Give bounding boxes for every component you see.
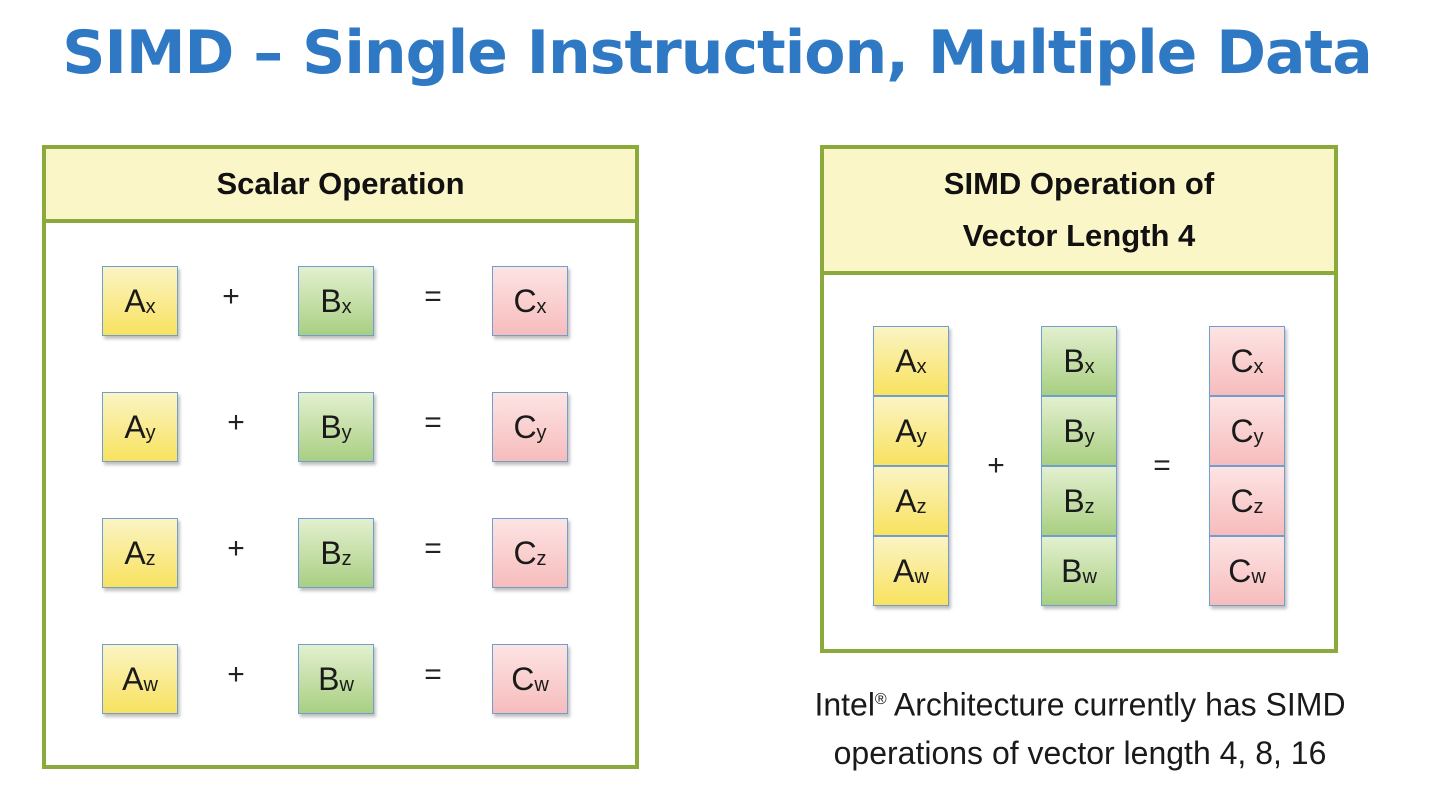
cell-subscript: z: [145, 547, 156, 570]
cell-letter: A: [893, 552, 915, 589]
scalar-panel-title: Scalar Operation: [216, 166, 465, 201]
simd-b-z-cell: [1041, 466, 1117, 536]
scalar-b-z-cell: [298, 518, 374, 588]
plus-sign: +: [222, 280, 240, 313]
cell-subscript: y: [916, 425, 927, 448]
cell-subscript: x: [341, 295, 352, 318]
cell-subscript: w: [1082, 565, 1097, 588]
simd-c-y-cell: [1209, 396, 1285, 466]
scalar-c-z-cell: [492, 518, 568, 588]
plus-sign: +: [227, 406, 245, 439]
scalar-a-x-cell: [102, 266, 178, 336]
cell-subscript: z: [536, 547, 547, 570]
cell-subscript: y: [1084, 425, 1095, 448]
equals-sign: =: [424, 406, 442, 439]
cell-subscript: w: [1251, 565, 1266, 588]
cell-letter: A: [124, 408, 146, 445]
note-line-1-text: Architecture currently has SIMD: [886, 686, 1346, 723]
page-title: SIMD – Single Instruction, Multiple Data: [62, 18, 1372, 88]
cell-letter: C: [1230, 482, 1254, 519]
simd-a-x-cell: [873, 326, 949, 396]
cell-letter: A: [895, 342, 917, 379]
cell-subscript: w: [914, 565, 929, 588]
cell-subscript: w: [534, 673, 549, 696]
cell-letter: C: [1230, 412, 1254, 449]
simd-b-w-cell: [1041, 536, 1117, 606]
simd-b-y-cell: [1041, 396, 1117, 466]
scalar-a-y-cell: [102, 392, 178, 462]
simd-c-w-cell: [1209, 536, 1285, 606]
equals-sign: =: [424, 532, 442, 565]
cell-subscript: w: [143, 673, 158, 696]
plus-sign: +: [987, 449, 1005, 482]
cell-subscript: x: [536, 295, 547, 318]
cell-subscript: y: [341, 421, 352, 444]
simd-c-x-cell: [1209, 326, 1285, 396]
note-line-1: [730, 676, 1430, 729]
scalar-c-x-cell: [492, 266, 568, 336]
equals-sign: =: [1153, 449, 1171, 482]
cell-subscript: z: [341, 547, 352, 570]
cell-subscript: x: [916, 355, 927, 378]
cell-letter: A: [124, 282, 146, 319]
cell-letter: C: [513, 534, 537, 571]
cell-letter: B: [318, 660, 340, 697]
cell-letter: B: [1061, 552, 1083, 589]
cell-letter: A: [895, 412, 917, 449]
simd-panel-header: [824, 149, 1334, 275]
cell-letter: C: [1230, 342, 1254, 379]
scalar-c-w-cell: [492, 644, 568, 714]
cell-letter: B: [1063, 412, 1085, 449]
plus-sign: +: [227, 658, 245, 691]
simd-panel: [820, 145, 1338, 653]
cell-letter: C: [511, 660, 535, 697]
cell-letter: C: [513, 408, 537, 445]
scalar-b-x-cell: [298, 266, 374, 336]
cell-subscript: y: [536, 421, 547, 444]
simd-a-z-cell: [873, 466, 949, 536]
equals-sign: =: [424, 280, 442, 313]
cell-letter: C: [1228, 552, 1252, 589]
cell-letter: A: [895, 482, 917, 519]
cell-letter: A: [122, 660, 144, 697]
scalar-c-y-cell: [492, 392, 568, 462]
scalar-a-w-cell: [102, 644, 178, 714]
note-brand: Intel: [814, 686, 875, 723]
cell-letter: A: [124, 534, 146, 571]
simd-panel-title-line2: Vector Length 4: [962, 218, 1196, 253]
simd-c-z-cell: [1209, 466, 1285, 536]
plus-sign: +: [227, 532, 245, 565]
cell-subscript: w: [339, 673, 354, 696]
cell-subscript: z: [1253, 495, 1264, 518]
scalar-b-y-cell: [298, 392, 374, 462]
scalar-panel-header: [46, 149, 635, 223]
cell-subscript: z: [916, 495, 927, 518]
cell-subscript: y: [145, 421, 156, 444]
cell-letter: B: [320, 282, 342, 319]
simd-a-w-cell: [873, 536, 949, 606]
scalar-b-w-cell: [298, 644, 374, 714]
note-line-2: operations of vector length 4, 8, 16: [833, 734, 1327, 771]
registered-mark: ®: [874, 691, 887, 708]
simd-b-x-cell: [1041, 326, 1117, 396]
cell-subscript: x: [145, 295, 156, 318]
scalar-a-z-cell: [102, 518, 178, 588]
cell-subscript: y: [1253, 425, 1264, 448]
cell-letter: B: [1063, 482, 1085, 519]
cell-subscript: z: [1084, 495, 1095, 518]
cell-letter: B: [320, 408, 342, 445]
cell-letter: B: [1063, 342, 1085, 379]
equals-sign: =: [424, 658, 442, 691]
architecture-note: [730, 676, 1430, 777]
cell-letter: B: [320, 534, 342, 571]
simd-panel-title-line1: SIMD Operation of: [943, 166, 1215, 201]
cell-letter: C: [513, 282, 537, 319]
scalar-panel: [42, 145, 639, 769]
simd-a-y-cell: [873, 396, 949, 466]
cell-subscript: x: [1253, 355, 1264, 378]
cell-subscript: x: [1084, 355, 1095, 378]
